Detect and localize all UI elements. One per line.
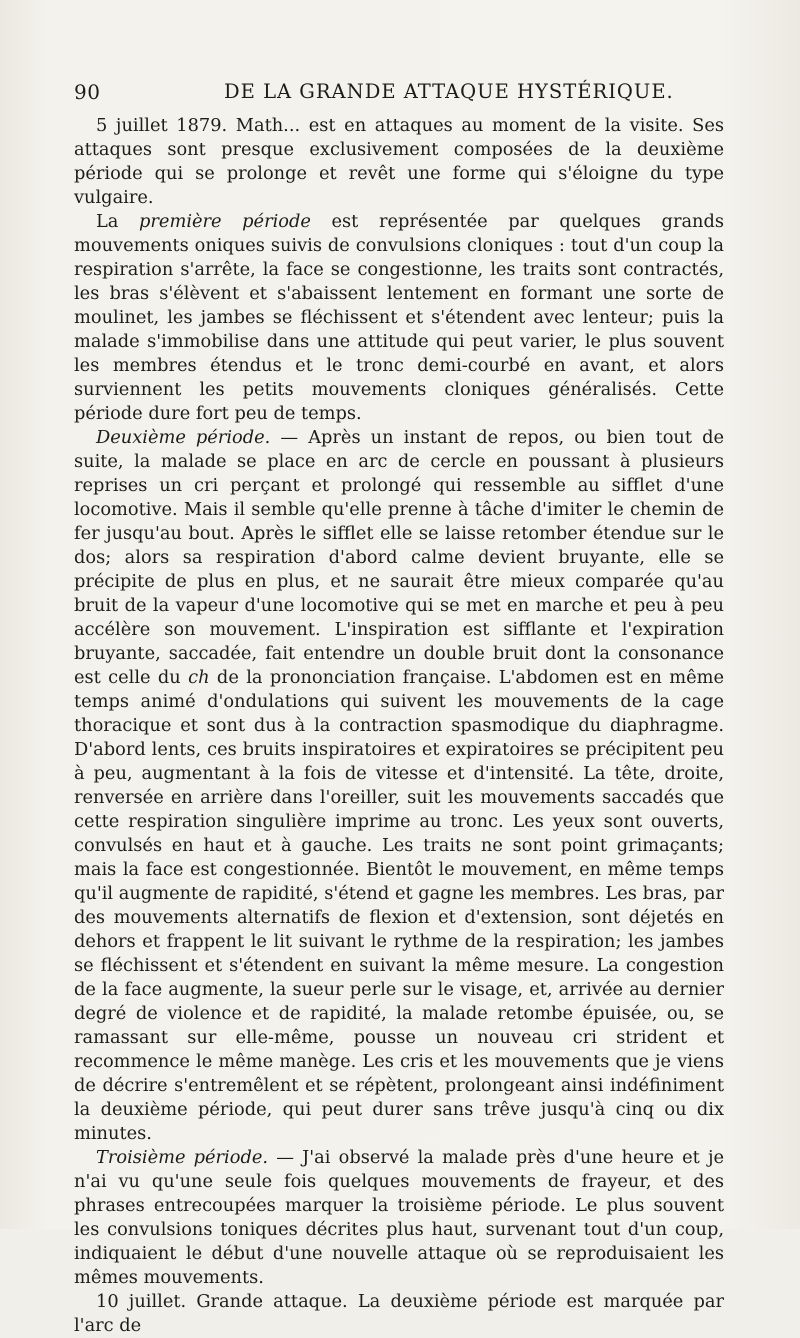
paragraph-text-continued: de la prononciation française. L'abdomen est en même temps animé d'ondulations qui suivent les mouvements de la cage thoracique et sont dus à la contraction spasmodique du diaphragme. D'abord lents, ces bruits inspiratoires et expiratoires se précipitent peu à peu, augmentant à la fois de vitesse et d'intensité. La tête, droite, renversée en arrière dans l'oreiller, suit les mouvements saccadés que cette respiration singulière imprime au tronc. Les yeux sont ouverts, convulsés en haut et à gauche. Les traits ne sont point grimaçants; mais la face est congestionnée. Bientôt le mouvement, en même temps qu'il augmente de rapidité, s'étend et gagne les membres. Les bras, par des mouvements alternatifs de flexion et d'extension, sont déjetés en dehors et frappent le lit suivant le rythme de la respiration; les jambes se fléchissent et s'étendent en suivant la même mesure. La congestion de la face augmente, la sueur perle sur le visage, et, arrivée au dernier degré de violence et de rapidité, la malade retombe épuisée, ou, se ramassant sur elle-même, pousse un nouveau cri strident et recommence le même manège. Les cris et les mouvements que je viens de décrire s'entremêlent et se répètent, prolongeant ainsi indéfiniment la deuxième période, qui peut durer sans trêve jusqu'à cinq ou dix minutes. (74, 667, 724, 1144)
body-text (74, 114, 724, 1338)
italic-heading: Deuxième période. (96, 427, 271, 448)
paragraph-text: — Après un instant de repos, ou bien tout de suite, la malade se place en arc de cercle en poussant à plusieurs reprises un cri perçant et prolongé qui ressemble au sifflet d'une locomotive. Mais il semble qu'elle prenne à tâche d'imiter le chemin de fer jusqu'au bout. Après le sifflet elle se laisse retomber étendue sur le dos; alors sa respiration d'abord calme devient bruyante, elle se précipite de plus en plus, et ne saurait être mieux comparée qu'au bruit de la vapeur d'une locomotive qui se met en marche et peu à peu accélère son mouvement. L'inspiration est sifflante et l'expiration bruyante, saccadée, fait entendre un double bruit dont la consonance est celle du (74, 427, 724, 688)
paragraph-july-10 (74, 1290, 724, 1338)
running-title: DE LA GRANDE ATTAQUE HYSTÉRIQUE. (224, 80, 674, 103)
italic-heading: Troisième période. (96, 1147, 269, 1168)
italic-term: ch (188, 667, 210, 688)
paragraph-second-period (74, 426, 724, 1146)
paragraph-first-period (74, 210, 724, 426)
paragraph-text: 10 juillet. Grande attaque. La deuxième période est marquée par l'arc de (74, 1291, 724, 1336)
paragraph-july-5 (74, 114, 724, 210)
page-number: 90 (74, 80, 101, 104)
italic-heading: première période (139, 211, 311, 232)
paragraph-text: — J'ai observé la malade près d'une heure et je n'ai vu qu'une seule fois quelques mouvements de frayeur, et des phrases entrecoupées marquer la troisième période. Le plus souvent les convulsions toniques décrites plus haut, survenant tout d'un coup, indiquaient le début d'une nouvelle attaque où se reproduisaient les mêmes mouvements. (74, 1147, 724, 1288)
paragraph-lead: La (96, 211, 140, 232)
paragraph-text: 5 juillet 1879. Math... est en attaques au moment de la visite. Ses attaques sont presque exclusivement composées de la deuxième période qui se prolonge et revêt une forme qui s'éloigne du type vulgaire. (74, 115, 724, 208)
paragraph-text: est représentée par quelques grands mouvements oniques suivis de convulsions cloniques : tout d'un coup la respiration s'arrête, la face se congestionne, les traits sont contractés, les bras s'élèvent et s'abaissent lentement en formant une sorte de moulinet, les jambes se fléchissent et s'étendent avec lenteur; puis la malade s'immobilise dans une attitude qui peut varier, le plus souvent les membres étendus et le tronc demi-courbé en avant, et alors surviennent les petits mouvements cloniques généralisés. Cette période dure fort peu de temps. (74, 211, 725, 424)
paragraph-third-period (74, 1146, 724, 1290)
page-header (74, 80, 724, 104)
